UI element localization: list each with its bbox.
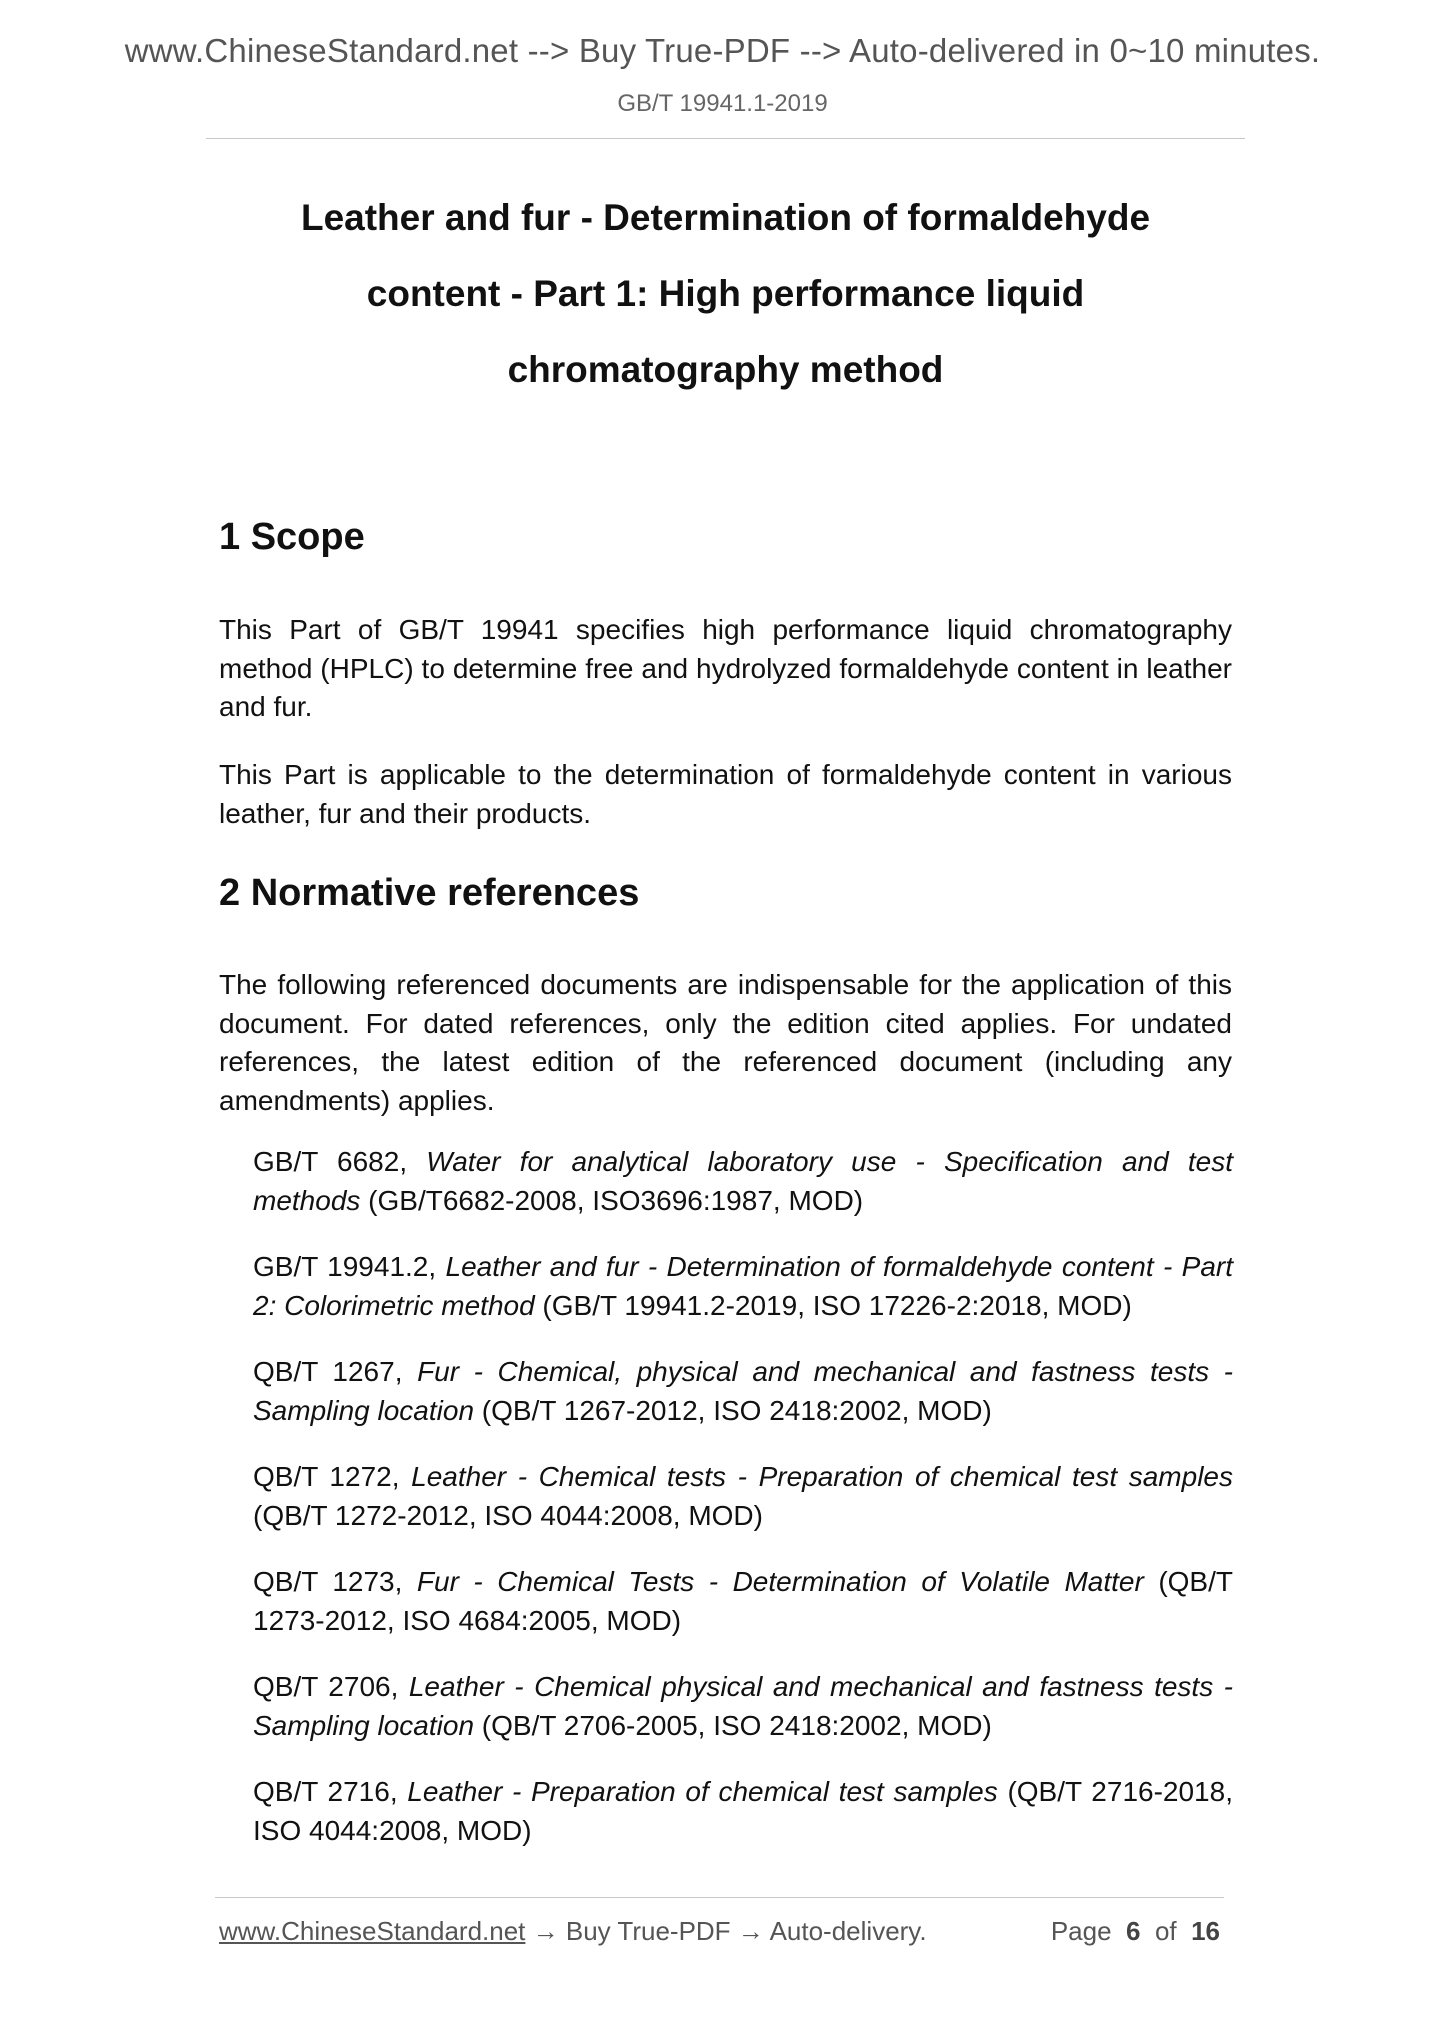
normative-intro-paragraph: The following referenced documents are indispensable for the application of this document. For dated references, only the edition cited applies. For undated references, the latest edition of the referenced document (including any amendments) applies.: [219, 969, 1232, 1116]
footer-tagline-text: → Buy True-PDF → Auto-delivery.: [525, 1916, 927, 1946]
scope-paragraph-2: This Part is applicable to the determination of formaldehyde content in various leather, fur and their products.: [219, 759, 1232, 829]
reference-code: QB/T 2716,: [253, 1776, 408, 1807]
scope-paragraph-1: This Part of GB/T 19941 specifies high performance liquid chromatography method (HPLC) to determine free and hydrolyzed formaldehyde content in leather and fur.: [219, 614, 1232, 722]
reference-note: (GB/T6682-2008, ISO3696:1987, MOD): [360, 1184, 864, 1216]
total-pages-number: 16: [1191, 1916, 1220, 1946]
reference-code: QB/T 2706,: [253, 1671, 409, 1702]
reference-title: Fur - Chemical Tests - Determination of Volatile Matter: [416, 1566, 1144, 1597]
reference-item: [253, 1248, 1233, 1325]
reference-title: Leather and fur - Determination of formaldehyde content - Part 2: Colorimetric method: [253, 1251, 1234, 1321]
scope-heading: 1 Scope: [219, 516, 365, 558]
reference-item: [253, 1458, 1233, 1535]
reference-note: (QB/T 1273-2012, ISO 4684:2005, MOD): [253, 1566, 1233, 1636]
reference-code: GB/T 6682,: [253, 1146, 427, 1177]
reference-code: QB/T 1272,: [253, 1461, 412, 1492]
reference-title: Leather - Chemical tests - Preparation of chemical test samples: [411, 1461, 1233, 1492]
reference-code: QB/T 1273,: [253, 1566, 417, 1597]
reference-title: Fur - Chemical, physical and mechanical and fastness tests - Sampling location: [253, 1356, 1233, 1426]
reference-item: [253, 1353, 1233, 1430]
top-banner: www.ChineseStandard.net --> Buy True-PDF --> Auto-delivered in 0~10 minutes.: [124, 32, 1321, 69]
reference-item: [253, 1143, 1233, 1220]
title-line: Leather and fur - Determination of formaldehyde: [300, 197, 1151, 238]
normative-references-heading: 2 Normative references: [219, 872, 640, 914]
document-title: [206, 180, 1245, 408]
footer-site-link[interactable]: www.ChineseStandard.net: [219, 1916, 526, 1946]
reference-note: (GB/T 19941.2-2019, ISO 17226-2:2018, MOD): [534, 1289, 1132, 1321]
reference-note: (QB/T 1272-2012, ISO 4044:2008, MOD): [253, 1499, 763, 1531]
title-line: chromatography method: [507, 349, 944, 390]
reference-code: GB/T 19941.2,: [253, 1251, 446, 1282]
reference-title: Leather - Preparation of chemical test samples: [407, 1776, 998, 1807]
page-label: Page: [1050, 1916, 1112, 1946]
reference-title: Leather - Chemical physical and mechanical and fastness tests - Sampling location: [253, 1671, 1233, 1741]
standard-code: GB/T 19941.1-2019: [617, 90, 828, 117]
header-divider: [206, 138, 1245, 139]
footer-divider: [215, 1897, 1224, 1898]
title-line: content - Part 1: High performance liquid: [366, 273, 1085, 314]
reference-note: (QB/T 2716-2018, ISO 4044:2008, MOD): [253, 1776, 1233, 1846]
reference-title: Water for analytical laboratory use - Specification and test methods: [253, 1146, 1233, 1216]
footer-tagline: [219, 1916, 927, 1947]
current-page-number: 6: [1126, 1916, 1141, 1946]
reference-item: [253, 1668, 1233, 1745]
reference-item: [253, 1773, 1233, 1850]
of-label: of: [1154, 1916, 1177, 1946]
page-indicator: [1051, 1916, 1220, 1947]
reference-note: (QB/T 2706-2005, ISO 2418:2002, MOD): [474, 1709, 992, 1741]
reference-list: [253, 1143, 1233, 1878]
reference-note: (QB/T 1267-2012, ISO 2418:2002, MOD): [474, 1394, 992, 1426]
reference-item: [253, 1563, 1233, 1640]
reference-code: QB/T 1267,: [253, 1356, 418, 1387]
